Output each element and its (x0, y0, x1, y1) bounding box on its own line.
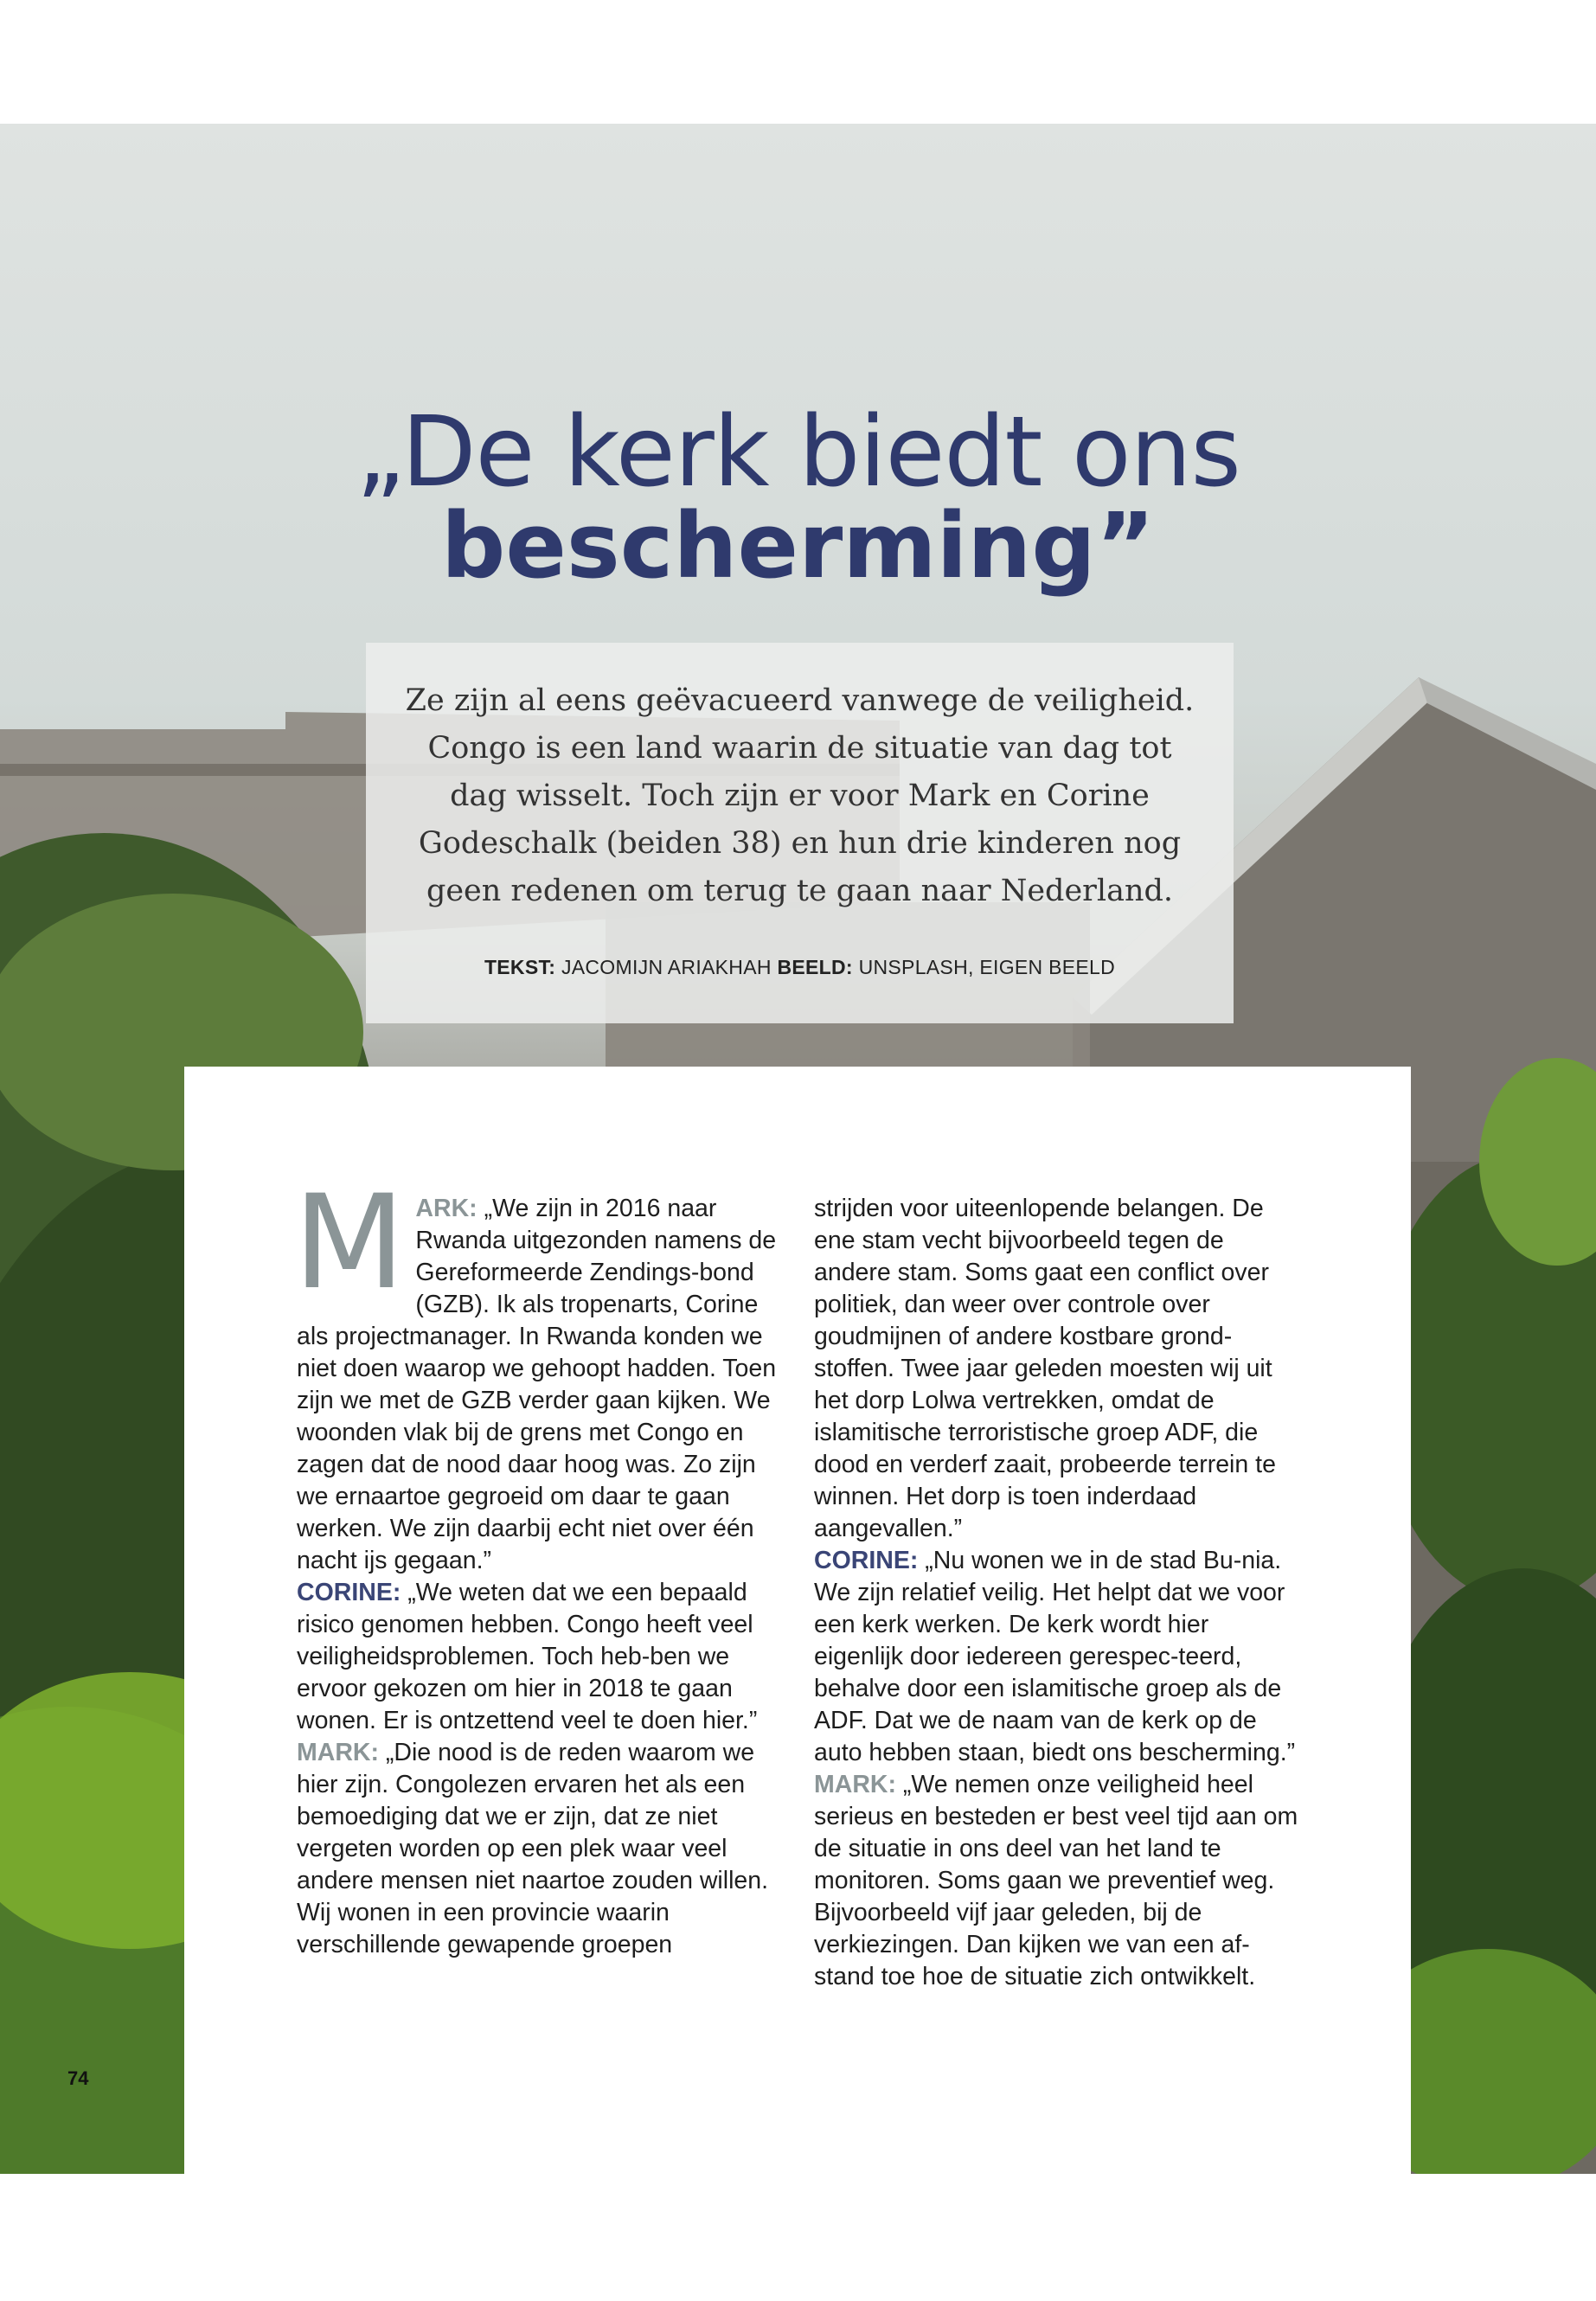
headline-line-2: bescherming” (440, 493, 1156, 599)
paragraph (297, 1577, 781, 1737)
credit-text-label: TEKST: (484, 956, 556, 978)
intro-box (366, 643, 1234, 1023)
speaker-mark: MARK: (297, 1739, 379, 1766)
credit-image-label: BEELD: (777, 956, 853, 978)
credit-text-value: JACOMIJN ARIAKHAH (561, 956, 772, 978)
speaker-corine: CORINE: (814, 1547, 919, 1574)
credits (366, 956, 1234, 979)
paragraph-text: „Nu wonen we in de stad Bu-nia. We zijn relatief veilig. Het helpt dat we voor een kerk werken. De kerk wordt hier eigenlijk door iedereen gerespec-teerd, behalve door een islamitische groep als de ADF. Dat we de naam van de kerk op de auto hebben staan, biedt ons bescherming.” (814, 1547, 1296, 1766)
credit-image-value: UNSPLASH, EIGEN BEELD (858, 956, 1116, 978)
paragraph (814, 1769, 1298, 1993)
paragraph (814, 1545, 1298, 1769)
headline-line-1: „De kerk biedt ons (356, 396, 1240, 509)
intro-text: Ze zijn al eens geëvacueerd vanwege de veiligheid. Congo is een land waarin de situatie van dag tot dag wisselt. Toch zijn er voor Mark en Corine Godeschalk (beiden 38) en hun drie kinderen nog geen redenen om terug te gaan naar Nederland. (405, 683, 1195, 908)
paragraph (293, 1168, 781, 1577)
paragraph (297, 1897, 781, 1961)
paragraph-text: „We weten dat we een bepaald risico genomen hebben. Congo heeft veel veiligheidsproblemen. Toch heb-ben we ervoor gekozen om hier in 2018 te gaan wonen. Er is ontzettend veel te doen hier.” (297, 1579, 758, 1734)
paragraph-text: „We nemen onze veiligheid heel serieus en besteden er best veel tijd aan om de situatie in ons deel van het land te monitoren. Soms gaan we preventief weg. Bijvoorbeeld vijf jaar geleden, bij de verkiezingen. Dan kijken we van een af-stand toe hoe de situatie zich ontwikkelt. (814, 1771, 1298, 1990)
paragraph-text: „Die nood is de reden waarom we hier zijn. Congolezen ervaren het als een bemoediging dat we er zijn, dat ze niet vergeten worden op een plek waar veel andere mensen niet naartoe zouden willen. (297, 1739, 769, 1894)
article-body (184, 1067, 1411, 2174)
speaker-corine: CORINE: (297, 1579, 401, 1606)
paragraph-text: Wij wonen in een provincie waarin verschillende gewapende groepen (297, 1899, 673, 1958)
article-column-left (293, 1168, 781, 1961)
article-column-right (814, 1193, 1298, 1993)
page-number: 74 (67, 2067, 89, 2089)
paragraph (297, 1737, 781, 1897)
speaker-mark: MARK: (814, 1771, 896, 1798)
paragraph-text: strijden voor uiteenlopende belangen. De ene stam vecht bijvoorbeeld tegen de andere stam. Soms gaat een conflict over politiek, dan weer over controle over goudmijnen of andere kostbare grond-stoffen. Twee jaar geleden moesten wij uit het dorp Lolwa vertrekken, omdat de islamitische terroristische groep ADF, die dood en verderf zaait, probeerde terrein te winnen. Het dorp is toen inderdaad aangevallen.” (814, 1195, 1276, 1542)
speaker-mark: ARK: (415, 1195, 478, 1222)
dropcap: M (293, 1168, 406, 1318)
paragraph-text: „We zijn in 2016 naar Rwanda uitgezonden namens de Gereformeerde Zendings-bond (GZB). Ik als tropenarts, Corine als projectmanager. In Rwanda konden we niet doen waarop we gehoopt hadden. Toen zijn we met de GZB verder gaan kijken. We woonden vlak bij de grens met Congo en zagen dat de nood daar hoog was. Zo zijn we ernaartoe gegroeid om daar te gaan werken. We zijn daarbij echt niet over één nacht ijs gegaan.” (297, 1195, 777, 1574)
paragraph (814, 1193, 1298, 1545)
